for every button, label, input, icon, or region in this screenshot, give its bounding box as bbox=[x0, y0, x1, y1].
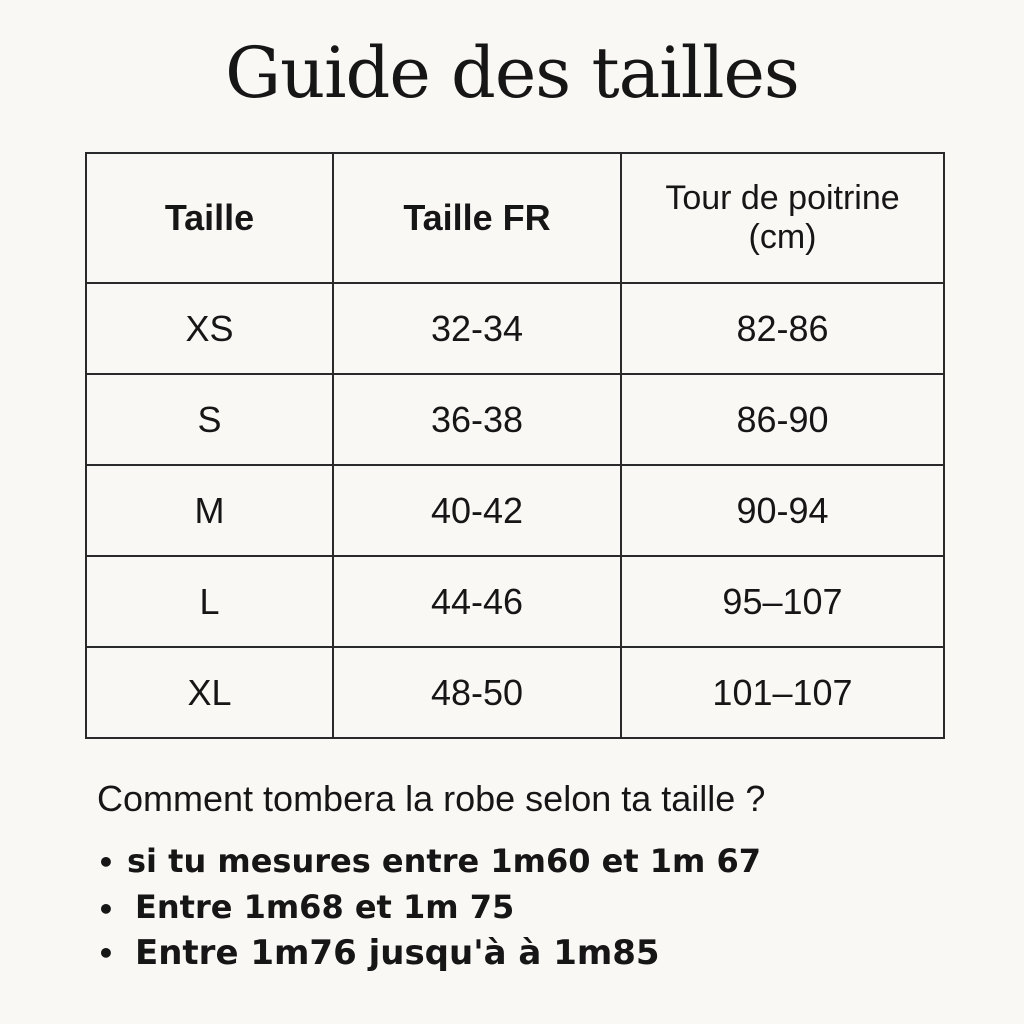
header-tour-de-poitrine-text: Tour de poitrine (cm) bbox=[665, 178, 900, 256]
bullet-icon: • bbox=[97, 937, 115, 971]
cell-size: XS bbox=[86, 283, 333, 374]
list-item bbox=[97, 888, 761, 926]
list-item bbox=[97, 842, 761, 880]
cell-size-fr: 32-34 bbox=[333, 283, 621, 374]
bullet-icon: • bbox=[97, 846, 115, 880]
cell-size-fr: 44-46 bbox=[333, 556, 621, 647]
cell-bust: 95–107 bbox=[621, 556, 944, 647]
header-tour-de-poitrine bbox=[621, 153, 944, 283]
size-table bbox=[85, 152, 945, 739]
cell-size: S bbox=[86, 374, 333, 465]
table-row bbox=[86, 283, 944, 374]
table-header-row bbox=[86, 153, 944, 283]
bullet-icon: • bbox=[97, 892, 115, 926]
cell-bust: 90-94 bbox=[621, 465, 944, 556]
fit-question: Comment tombera la robe selon ta taille ? bbox=[97, 778, 766, 819]
list-item-text: si tu mesures entre 1m60 et 1m 67 bbox=[127, 842, 762, 880]
cell-size-fr: 48-50 bbox=[333, 647, 621, 738]
list-item bbox=[97, 933, 761, 974]
list-item-text: Entre 1m68 et 1m 75 bbox=[135, 888, 515, 927]
fit-notes-list bbox=[97, 842, 761, 974]
cell-size-fr: 36-38 bbox=[333, 374, 621, 465]
cell-size: XL bbox=[86, 647, 333, 738]
cell-bust: 82-86 bbox=[621, 283, 944, 374]
cell-size-fr: 40-42 bbox=[333, 465, 621, 556]
page-title: Guide des tailles bbox=[225, 32, 799, 114]
header-taille: Taille bbox=[86, 153, 333, 283]
header-taille-fr: Taille FR bbox=[333, 153, 621, 283]
list-item-text: Entre 1m76 jusqu'à à 1m85 bbox=[135, 932, 660, 973]
table-row bbox=[86, 465, 944, 556]
cell-bust: 86-90 bbox=[621, 374, 944, 465]
cell-bust: 101–107 bbox=[621, 647, 944, 738]
cell-size: M bbox=[86, 465, 333, 556]
table-row bbox=[86, 374, 944, 465]
table-row bbox=[86, 556, 944, 647]
table-row bbox=[86, 647, 944, 738]
cell-size: L bbox=[86, 556, 333, 647]
